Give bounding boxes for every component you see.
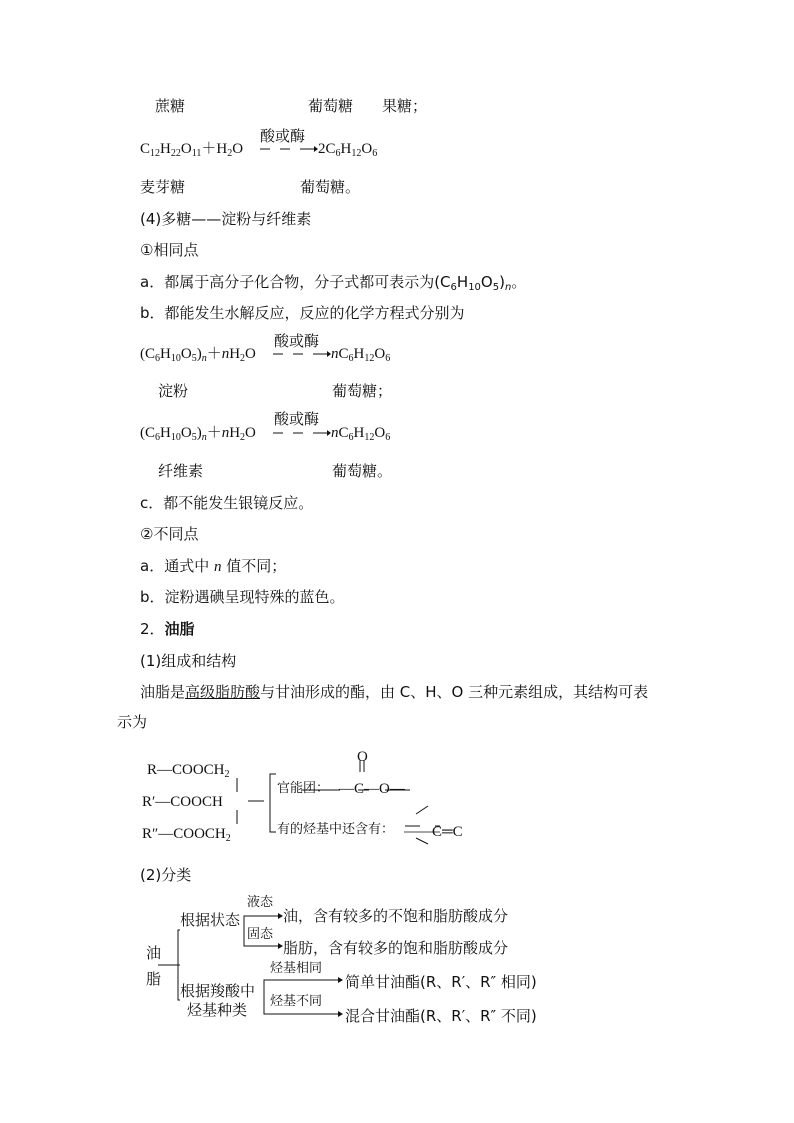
comp-title: (1)组成和结构 [140,652,237,670]
eq3-formula: $(C_6H_{10}O_5)_n+nH_2O$ [140,425,256,443]
tree-solid: 固态 [247,927,274,942]
eq1-arrow [258,140,318,156]
tree-same-alkyl: 烃基相同 [270,961,323,976]
eq1-condition: 酸或酶 [260,127,306,145]
same-a: a．都属于高分子化合物，分子式都可表示为$(C_6H_{10}O_5)_n$。 [140,273,527,293]
func-group-label: 官能团： [277,781,330,796]
tree-root-2: 脂 [146,970,162,988]
tree-by-acid-2: 烃基种类 [187,1001,248,1019]
tree-mixed-result: 混合甘油酯(R、R′、R″ 不同) [345,1007,537,1025]
func-group-formula: —C—O— [339,781,405,797]
eq3-arrow [271,424,331,440]
comp-paragraph-1: 油脂是高级脂肪酸与甘油形成的酯，由 C、H、O 三种元素组成，其结构可表 [140,683,649,701]
label-starch: 淀粉 [158,382,189,400]
section-fats: 2．油脂 [140,620,195,638]
tree-by-acid-1: 根据羧酸中 [180,982,256,1000]
diff-a: a．通式中 n 值不同； [140,557,287,575]
tree-root-1: 油 [146,944,162,962]
classify-title: (2)分类 [140,866,192,884]
diff-title: ②不同点 [140,525,199,543]
tree-solid-result: 脂肪，含有较多的饱和脂肪酸成分 [283,939,509,957]
eq3-product: $nC_6H_{12}O_6$ [331,425,391,443]
same-c: c．都不能发生银镜反应。 [140,494,314,512]
same-b: b．都能发生水解反应，反应的化学方程式分别为 [140,304,465,322]
eq3-condition: 酸或酶 [274,410,320,428]
label-glucose: 葡萄糖 [308,97,354,115]
eq2-arrow [271,345,331,361]
tree-simple-result: 简单甘油酯(R、R′、R″ 相同) [345,973,537,991]
section-polysaccharide: (4)多糖——淀粉与纤维素 [140,210,312,228]
same-title: ①相同点 [140,241,199,259]
diff-b: b．淀粉遇碘呈现特殊的蓝色。 [140,588,345,606]
eq1-product: $2C_6H_{12}O_6$ [318,141,378,159]
tree-liquid: 液态 [247,895,274,910]
label-glucose-4: 葡萄糖。 [332,462,393,480]
label-cellulose: 纤维素 [158,462,204,480]
eq2-product: $nC_6H_{12}O_6$ [331,346,391,364]
tree-by-state: 根据状态 [180,911,241,929]
func-group-o: O [357,749,368,765]
eq2-condition: 酸或酶 [274,332,320,350]
eq2-formula: $(C_6H_{10}O_5)_n+nH_2O$ [140,346,256,364]
alkene-cc: C═C [432,824,463,840]
tree-liquid-result: 油，含有较多的不饱和脂肪酸成分 [283,907,509,925]
label-glucose-3: 葡萄糖； [332,382,393,400]
label-sucrose: 蔗糖 [155,97,186,115]
label-glucose-2: 葡萄糖。 [300,178,361,196]
struct-diagram-lines [140,740,440,860]
struct-r1: $R—COOCH_2$ [147,762,230,780]
eq1-formula: $C_{12}H_{22}O_{11}+H_2O$ [140,141,244,159]
label-maltose: 麦芽糖 [140,178,186,196]
tree-diff-alkyl: 烃基不同 [270,994,323,1009]
alkyl-label: 有的烃基中还含有： [277,822,395,837]
comp-paragraph-2: 示为 [117,713,148,731]
label-fructose: 果糖； [382,97,428,115]
struct-r3: $R''—COOCH_2$ [142,826,231,844]
struct-r2: R′—COOCH [142,794,223,810]
